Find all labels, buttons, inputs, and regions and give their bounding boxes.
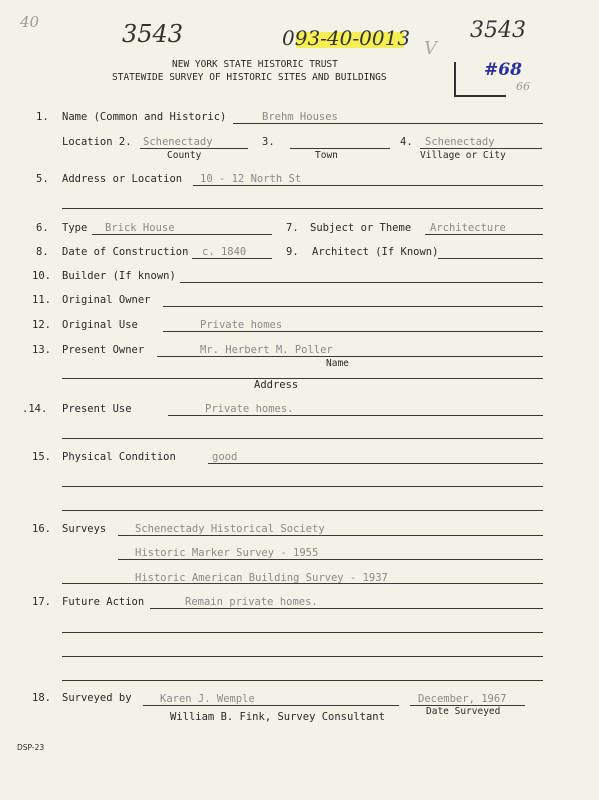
field-1-number: 1.	[36, 111, 49, 123]
field-16-value-2: Historic Marker Survey - 1955	[135, 547, 319, 559]
box-label: #68	[484, 60, 522, 80]
field-5-value: 10 - 12 North St	[200, 173, 302, 185]
field-1-line	[233, 123, 543, 124]
field-11-label: Original Owner	[62, 294, 151, 306]
field-17-value: Remain private homes.	[185, 596, 318, 608]
county-line	[140, 148, 248, 149]
field-6-label: Type	[62, 222, 88, 234]
box-mark-vertical	[454, 62, 456, 96]
field-11-number: 11.	[32, 294, 51, 306]
handwritten-code: 093-40-0013	[282, 26, 411, 50]
field-15-value: good	[212, 451, 238, 463]
field-13-line	[157, 356, 543, 357]
form-subtitle: STATEWIDE SURVEY OF HISTORIC SITES AND BUILDINGS	[112, 72, 387, 83]
field-7-value: Architecture	[430, 222, 506, 234]
field-17-label: Future Action	[62, 596, 145, 608]
location-label: Location 2.	[62, 136, 132, 148]
field-18-consultant: William B. Fink, Survey Consultant	[170, 711, 385, 723]
field-16-value-1: Schenectady Historical Society	[135, 523, 325, 535]
field-17-line-2	[62, 632, 543, 633]
field-14-line-2	[62, 438, 543, 439]
field-1-label: Name (Common and Historic)	[62, 111, 227, 123]
field-1-value: Brehm Houses	[262, 111, 338, 123]
field-15-line-3	[62, 510, 543, 511]
handwritten-number-right: 3543	[470, 18, 526, 43]
field-6-line	[92, 234, 272, 235]
field-13-label: Present Owner	[62, 344, 145, 356]
field-16-line	[118, 535, 543, 536]
field-5-number: 5.	[36, 173, 49, 185]
field-8-number: 8.	[36, 246, 49, 258]
field-16-line-2	[118, 559, 543, 560]
field-16-number: 16.	[32, 523, 51, 535]
field-14-number: .14.	[22, 403, 48, 415]
field-6-value: Brick House	[105, 222, 175, 234]
field-6-number: 6.	[36, 222, 49, 234]
box-mark-horizontal	[454, 95, 506, 97]
town-number: 3.	[262, 136, 275, 148]
village-value: Schenectady	[425, 136, 495, 148]
field-18-label: Surveyed by	[62, 692, 132, 704]
field-7-label: Subject or Theme	[310, 222, 412, 234]
field-14-value: Private homes.	[205, 403, 294, 415]
field-7-number: 7.	[286, 222, 299, 234]
field-17-line-4	[62, 680, 543, 681]
field-15-line	[208, 463, 543, 464]
check-mark: V	[424, 38, 437, 59]
field-17-line	[150, 608, 543, 609]
field-15-line-2	[62, 486, 543, 487]
field-13-name-caption: Name	[326, 358, 349, 369]
field-18-value: Karen J. Wemple	[160, 693, 255, 705]
field-10-label: Builder (If known)	[62, 270, 176, 282]
county-caption: County	[167, 150, 202, 161]
field-8-value: c. 1840	[202, 246, 247, 258]
box-sublabel: 66	[516, 80, 530, 93]
field-18-number: 18.	[32, 692, 51, 704]
field-17-number: 17.	[32, 596, 51, 608]
field-16-label: Surveys	[62, 523, 107, 535]
field-10-line	[180, 282, 543, 283]
field-10-number: 10.	[32, 270, 51, 282]
village-line	[420, 148, 542, 149]
field-18-date-caption: Date Surveyed	[426, 706, 501, 717]
field-13-number: 13.	[32, 344, 51, 356]
town-line	[290, 148, 390, 149]
field-18-date-value: December, 1967	[418, 693, 507, 705]
field-8-line	[192, 258, 272, 259]
field-18-line	[143, 705, 399, 706]
field-15-label: Physical Condition	[62, 451, 176, 463]
village-caption: Village or City	[420, 150, 506, 161]
town-caption: Town	[315, 150, 338, 161]
field-9-label: Architect (If Known)	[312, 246, 439, 258]
handwritten-number-left: 3543	[122, 20, 184, 48]
field-12-label: Original Use	[62, 319, 138, 331]
field-9-line	[438, 258, 543, 259]
field-14-label: Present Use	[62, 403, 132, 415]
field-13-value: Mr. Herbert M. Poller	[200, 344, 333, 356]
field-5-line-2	[62, 208, 543, 209]
field-13-address-line	[62, 378, 543, 379]
field-5-label: Address or Location	[62, 173, 183, 185]
field-8-label: Date of Construction	[62, 246, 189, 258]
field-5-line	[193, 185, 543, 186]
form-title: NEW YORK STATE HISTORIC TRUST	[172, 59, 338, 70]
field-13-address-caption: Address	[254, 379, 299, 391]
field-17-line-3	[62, 656, 543, 657]
corner-number: 40	[20, 13, 40, 31]
field-9-number: 9.	[286, 246, 299, 258]
field-15-number: 15.	[32, 451, 51, 463]
field-7-line	[425, 234, 543, 235]
field-12-value: Private homes	[200, 319, 283, 331]
footer-code: DSP-23	[17, 743, 45, 752]
field-16-value-3: Historic American Building Survey - 1937	[135, 572, 388, 584]
village-number: 4.	[400, 136, 413, 148]
field-12-line	[163, 331, 543, 332]
field-11-line	[163, 306, 543, 307]
field-12-number: 12.	[32, 319, 51, 331]
field-14-line	[168, 415, 543, 416]
county-value: Schenectady	[143, 136, 213, 148]
